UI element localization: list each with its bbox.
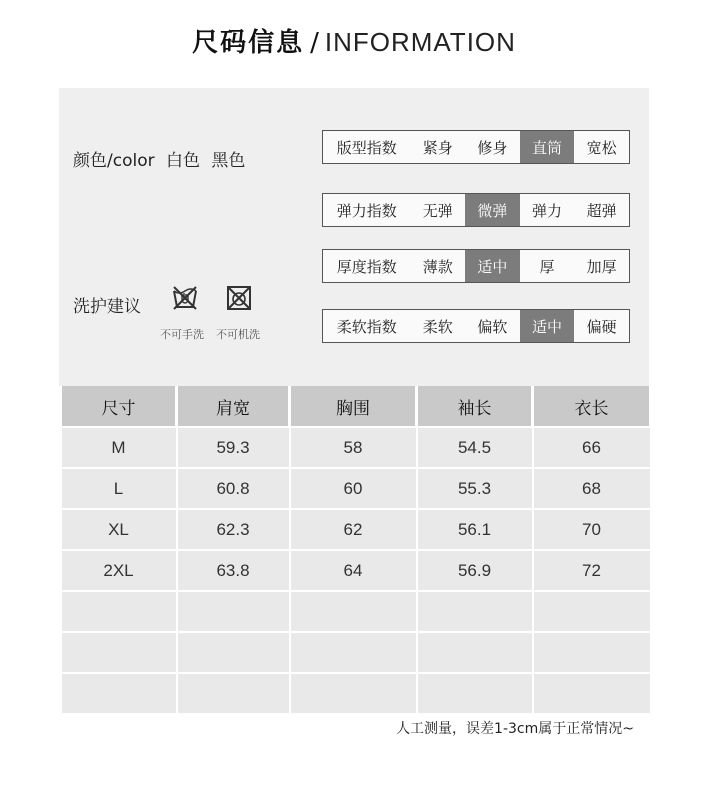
page-title — [0, 22, 708, 59]
table-cell: 62.3 — [177, 509, 290, 550]
table-cell: 2XL — [61, 550, 177, 591]
index-option: 弹力 — [532, 201, 563, 220]
index-option: 柔软 — [422, 317, 453, 336]
table-cell: 72 — [533, 550, 651, 591]
index-option: 紧身 — [422, 138, 453, 157]
index-option: 薄款 — [422, 257, 453, 276]
color-option-white: 白色 — [166, 151, 200, 171]
table-cell — [61, 632, 177, 673]
index-name: 弹力指数 — [336, 201, 397, 220]
index-option: 偏软 — [477, 317, 508, 336]
index-option-selected: 适中 — [465, 250, 520, 282]
index-option: 宽松 — [586, 138, 617, 157]
index-option: 修身 — [477, 138, 508, 157]
fit-index — [322, 130, 630, 164]
softness-index — [322, 309, 630, 343]
no-hand-wash-icon — [172, 285, 198, 311]
index-option: 无弹 — [422, 201, 453, 220]
table-row — [61, 550, 651, 591]
index-option: 加厚 — [586, 257, 617, 276]
table-cell — [61, 673, 177, 714]
color-option-black: 黑色 — [211, 151, 246, 171]
table-row-empty — [61, 591, 651, 632]
table-cell: 62 — [290, 509, 417, 550]
header-sleeve: 袖长 — [417, 386, 533, 427]
table-cell — [417, 673, 533, 714]
table-row — [61, 468, 651, 509]
table-cell: 63.8 — [177, 550, 290, 591]
index-name: 版型指数 — [336, 138, 397, 157]
table-cell: M — [61, 427, 177, 468]
size-table — [59, 386, 652, 715]
table-cell: 66 — [533, 427, 651, 468]
header-shoulder: 肩宽 — [177, 386, 290, 427]
index-option: 偏硬 — [586, 317, 617, 336]
index-name: 厚度指数 — [336, 257, 397, 276]
no-hand-wash-text: 不可手洗 — [160, 328, 204, 341]
table-cell — [533, 632, 651, 673]
table-cell: 55.3 — [417, 468, 533, 509]
table-cell — [417, 591, 533, 632]
no-machine-wash-icon — [226, 285, 252, 311]
no-machine-wash-text: 不可机洗 — [216, 328, 260, 341]
table-cell — [417, 632, 533, 673]
header-chest: 胸围 — [290, 386, 417, 427]
table-cell — [290, 591, 417, 632]
table-cell: 70 — [533, 509, 651, 550]
table-cell — [61, 591, 177, 632]
title-en: INFORMATION — [324, 27, 516, 57]
table-cell: 56.1 — [417, 509, 533, 550]
table-cell — [177, 632, 290, 673]
elasticity-index — [322, 193, 630, 227]
title-separator: / — [310, 28, 319, 58]
table-cell — [533, 673, 651, 714]
table-cell: 60.8 — [177, 468, 290, 509]
table-cell: 59.3 — [177, 427, 290, 468]
table-cell — [533, 591, 651, 632]
table-cell: 68 — [533, 468, 651, 509]
index-option: 超弹 — [586, 201, 617, 220]
table-cell: XL — [61, 509, 177, 550]
table-row — [61, 509, 651, 550]
care-label: 洗护建议 — [73, 297, 141, 317]
table-cell: L — [61, 468, 177, 509]
header-length: 衣长 — [533, 386, 651, 427]
measurement-note: 人工测量，误差1-3cm属于正常情况~ — [396, 721, 634, 737]
index-option-selected: 直筒 — [520, 131, 575, 163]
table-cell: 64 — [290, 550, 417, 591]
index-option: 厚 — [539, 257, 555, 276]
size-table-header — [61, 386, 651, 427]
header-size: 尺寸 — [61, 386, 177, 427]
table-cell — [290, 632, 417, 673]
color-label: 颜色/color — [73, 151, 155, 171]
table-cell: 58 — [290, 427, 417, 468]
table-cell — [177, 591, 290, 632]
index-option-selected: 适中 — [520, 310, 575, 342]
table-cell: 54.5 — [417, 427, 533, 468]
table-cell — [290, 673, 417, 714]
title-zh: 尺码信息 — [192, 28, 305, 58]
table-cell: 60 — [290, 468, 417, 509]
index-name: 柔软指数 — [336, 317, 397, 336]
index-option-selected: 微弹 — [465, 194, 520, 226]
table-cell: 56.9 — [417, 550, 533, 591]
table-row-empty — [61, 632, 651, 673]
thickness-index — [322, 249, 630, 283]
table-cell — [177, 673, 290, 714]
table-row-empty — [61, 673, 651, 714]
color-row — [73, 146, 251, 171]
table-row — [61, 427, 651, 468]
